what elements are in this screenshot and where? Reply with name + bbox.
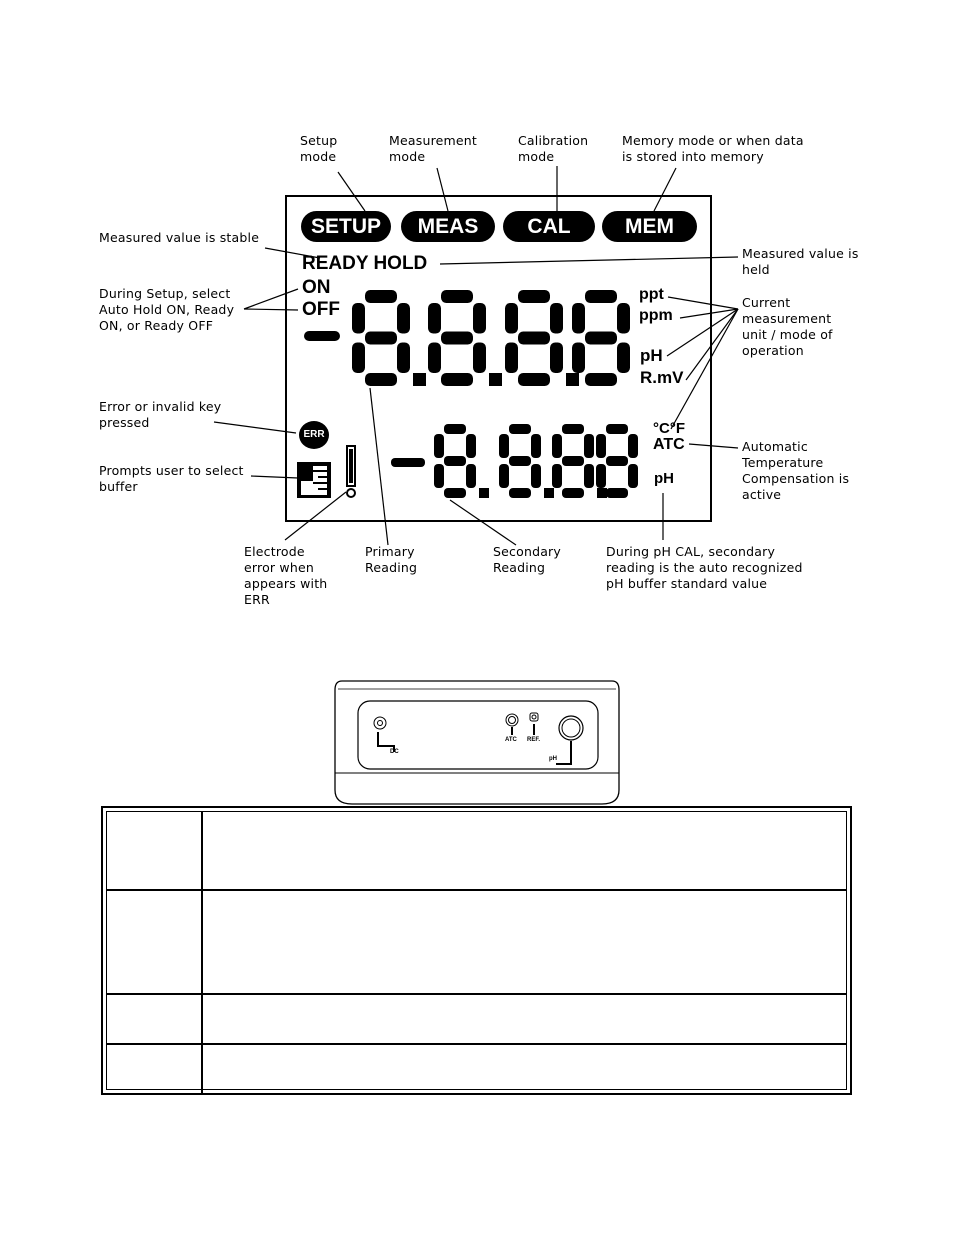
digit-segment <box>466 434 476 458</box>
digit-segment <box>585 373 617 386</box>
setup-mode-indicator: SETUP <box>301 211 391 242</box>
digit-segment <box>585 290 617 303</box>
table-cell-value <box>203 891 846 993</box>
callout-setup-select: During Setup, select Auto Hold ON, Ready ON, or Ready OFF <box>99 286 235 333</box>
digit-segment <box>596 464 606 488</box>
digit-segment <box>441 373 473 386</box>
digit-segment <box>552 434 562 458</box>
digit-segment <box>444 456 466 466</box>
callout-electrode: Electrode error when appears with ERR <box>244 544 328 607</box>
digit-segment <box>617 303 630 334</box>
digit-segment <box>617 343 630 374</box>
table-row <box>107 812 846 891</box>
digit-segment <box>552 464 562 488</box>
table-cell-key <box>107 995 203 1043</box>
digit-segment <box>509 488 531 498</box>
table-row <box>107 995 846 1045</box>
callout-buffer: Prompts user to select buffer <box>99 463 244 494</box>
callout-ph-cal: During pH CAL, secondary reading is the auto recognized pH buffer standard value <box>606 544 803 591</box>
digit-segment <box>596 434 606 458</box>
digit-segment <box>434 434 444 458</box>
digit-segment <box>518 332 550 345</box>
ref-port-label: REF. <box>527 737 541 743</box>
primary-minus-sign <box>304 331 340 341</box>
table-row <box>107 1045 846 1093</box>
digit-segment <box>628 464 638 488</box>
meter-front-panel <box>334 680 620 806</box>
digit-segment <box>572 343 585 374</box>
digit-segment <box>505 303 518 334</box>
digit-segment <box>428 343 441 374</box>
digit-segment <box>434 464 444 488</box>
table-cell-value <box>203 995 846 1043</box>
secondary-unit-ph: pH <box>654 470 674 487</box>
digit-segment <box>441 290 473 303</box>
digit-segment <box>499 464 509 488</box>
off-indicator: OFF <box>302 299 340 320</box>
unit-ppm: ppm <box>639 307 673 324</box>
digit-segment <box>365 332 397 345</box>
atc-indicator: ATC <box>653 436 685 453</box>
table-row <box>107 891 846 995</box>
meas-mode-indicator: MEAS <box>401 211 495 242</box>
dc-port-label: DC <box>390 749 399 755</box>
digit-segment <box>466 464 476 488</box>
callout-memory-mode: Memory mode or when data is stored into memory <box>622 133 804 164</box>
decimal-point <box>479 488 489 498</box>
digit-segment <box>505 343 518 374</box>
decimal-point <box>413 373 426 386</box>
digit-segment <box>531 464 541 488</box>
on-indicator: ON <box>302 277 331 298</box>
description-table <box>101 806 852 1095</box>
atc-port-label: ATC <box>505 737 517 743</box>
digit-segment <box>397 343 410 374</box>
digit-segment <box>365 290 397 303</box>
digit-segment <box>628 434 638 458</box>
callout-current-unit: Current measurement unit / mode of operation <box>742 295 833 358</box>
decimal-point <box>489 373 502 386</box>
decimal-point <box>597 488 607 498</box>
callout-held: Measured value is held <box>742 246 859 277</box>
digit-segment <box>428 303 441 334</box>
primary-reading <box>352 290 630 386</box>
unit-rmv: R.mV <box>640 368 684 387</box>
digit-segment <box>606 456 628 466</box>
ready-hold-indicator: READY HOLD <box>302 253 428 274</box>
digit-segment <box>352 303 365 334</box>
digit-segment <box>572 303 585 334</box>
digit-segment <box>444 424 466 434</box>
callout-secondary: Secondary Reading <box>493 544 561 575</box>
decimal-point <box>566 373 579 386</box>
err-indicator: ERR <box>299 421 329 449</box>
table-cell-value <box>203 1045 846 1093</box>
callout-calibration-mode: Calibration mode <box>518 133 589 164</box>
table-cell-key <box>107 891 203 993</box>
digit-segment <box>444 488 466 498</box>
cal-mode-indicator: CAL <box>503 211 595 242</box>
secondary-reading <box>434 424 638 498</box>
digit-segment <box>562 456 584 466</box>
digit-segment <box>518 373 550 386</box>
digit-segment <box>550 303 563 334</box>
digit-segment <box>518 290 550 303</box>
mem-mode-indicator: MEM <box>602 211 697 242</box>
digit-segment <box>509 456 531 466</box>
digit-segment <box>562 488 584 498</box>
electrode-icon <box>347 446 355 497</box>
digit-segment <box>606 488 628 498</box>
callout-setup-mode: Setup mode <box>300 133 338 164</box>
digit-segment <box>562 424 584 434</box>
digit-segment <box>365 373 397 386</box>
digit-segment <box>441 332 473 345</box>
buffer-icon <box>298 463 330 497</box>
table-cell-key <box>107 1045 203 1093</box>
temp-unit-indicator: °C°F <box>653 420 685 437</box>
digit-segment <box>606 424 628 434</box>
digit-segment <box>397 303 410 334</box>
digit-segment <box>585 332 617 345</box>
callout-stable: Measured value is stable <box>99 230 260 245</box>
callout-atc: Automatic Temperature Compensation is active <box>742 439 850 502</box>
callout-primary: Primary Reading <box>365 544 418 575</box>
unit-ppt: ppt <box>639 286 664 303</box>
table-cell-key <box>107 812 203 889</box>
digit-segment <box>352 343 365 374</box>
secondary-minus-sign <box>391 458 425 467</box>
digit-segment <box>473 303 486 334</box>
table-cell-value <box>203 812 846 889</box>
digit-segment <box>584 434 594 458</box>
digit-segment <box>531 434 541 458</box>
digit-segment <box>584 464 594 488</box>
unit-ph: pH <box>640 346 663 365</box>
callout-error: Error or invalid key pressed <box>99 399 222 430</box>
digit-segment <box>473 343 486 374</box>
ph-port-label: pH <box>549 756 557 762</box>
digit-segment <box>509 424 531 434</box>
digit-segment <box>550 343 563 374</box>
decimal-point <box>544 488 554 498</box>
digit-segment <box>499 434 509 458</box>
callout-measurement-mode: Measurement mode <box>389 133 478 164</box>
